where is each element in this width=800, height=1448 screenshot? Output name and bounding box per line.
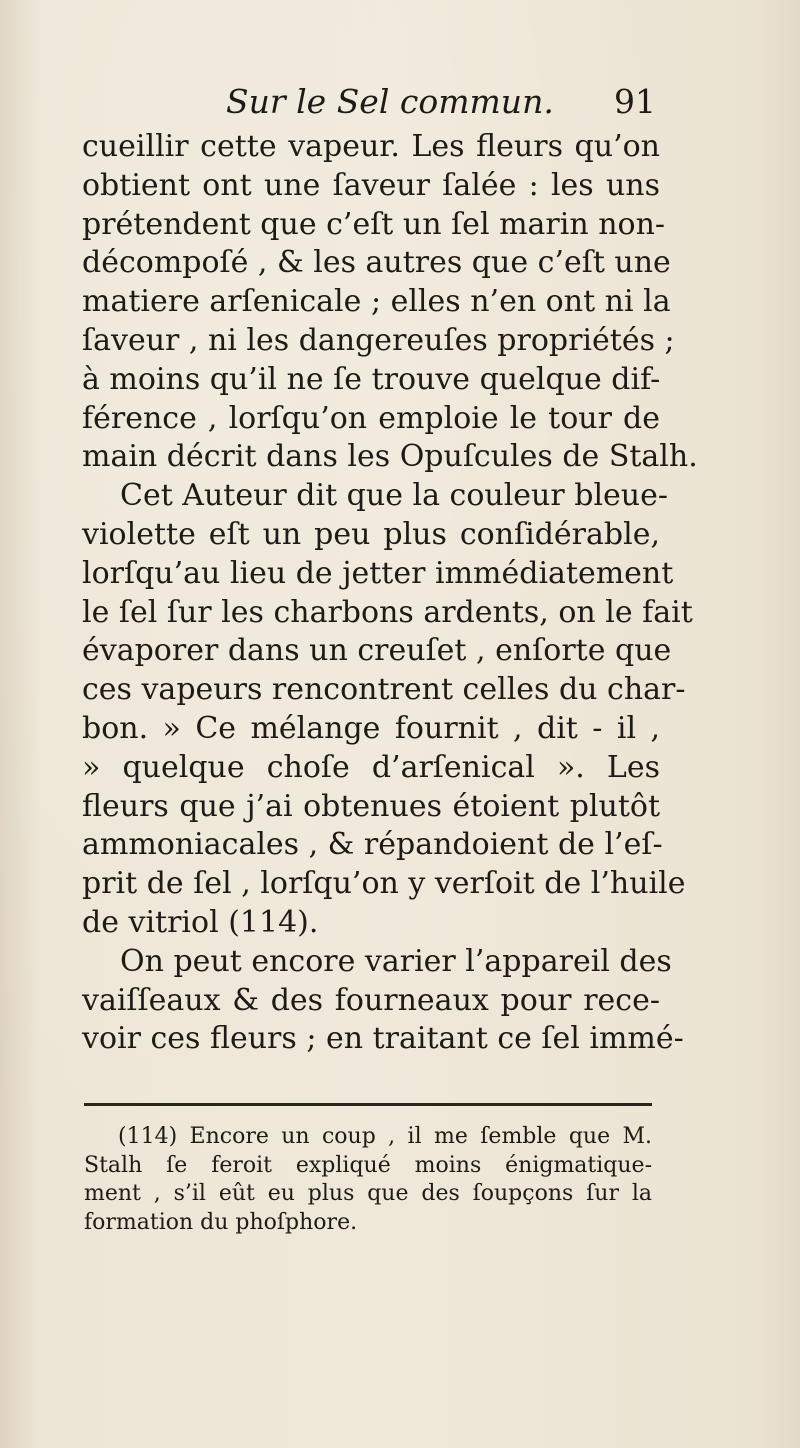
footnote-line: ment , s’il eût eu plus que des ſoupçons ſur la — [84, 1181, 652, 1206]
main-text — [82, 128, 698, 1059]
footnote-rule — [84, 1103, 652, 1106]
text-line: prétendent que c’eſt un ſel marin non- — [82, 206, 666, 242]
running-title: Sur le Sel commun. — [226, 82, 554, 121]
paragraph-end-line: de vitriol (114). — [82, 904, 319, 940]
text-line: fleurs que j’ai obtenues étoient plutôt — [82, 788, 660, 824]
paragraph-start-line: On peut encore varier l’appareil des — [120, 943, 672, 979]
footnote-line: Stalh ſe feroit expliqué moins énigmatique- — [84, 1152, 652, 1178]
text-line: obtient ont une ſaveur ſalée : les uns — [82, 167, 660, 203]
text-line: férence , lorſqu’on emploie le tour de — [82, 400, 660, 436]
text-line: ammoniacales , & répandoient de l’eſ- — [82, 827, 663, 863]
text-line: le ſel ſur les charbons ardents, on le fait — [82, 594, 693, 630]
text-line: ces vapeurs rencontrent celles du char- — [82, 672, 686, 708]
footnote-line: (114) Encore un coup , il me ſemble que M. — [118, 1124, 652, 1149]
text-line: ſaveur , ni les dangereuſes propriétés ; — [82, 322, 675, 358]
paragraph-start-line: Cet Auteur dit que la couleur bleue- — [120, 478, 669, 514]
text-line: à moins qu’il ne ſe trouve quelque dif- — [82, 361, 661, 397]
text-line: décompoſé , & les autres que c’eſt une — [82, 245, 671, 281]
footnote-line: formation du phoſphore. — [84, 1209, 358, 1235]
text-line: prit de ſel , lorſqu’on y verſoit de l’huile — [82, 866, 686, 902]
running-head — [226, 80, 656, 124]
text-line: voir ces fleurs ; en traitant ce ſel immé- — [82, 1021, 684, 1057]
text-line: évaporer dans un creuſet , enſorte que — [82, 633, 672, 669]
text-line: lorſqu’au lieu de jetter immédiatement — [82, 555, 674, 591]
text-line: violette eſt un peu plus conſidérable, — [82, 516, 660, 552]
footnote — [84, 1123, 652, 1237]
text-line: vaiſſeaux & des fourneaux pour rece- — [82, 982, 660, 1018]
text-line: » quelque choſe d’arſenical ». Les — [82, 749, 660, 785]
text-line: matiere arſenicale ; elles n’en ont ni la — [82, 284, 671, 320]
text-line: main décrit dans les Opuſcules de Stalh. — [82, 439, 698, 475]
text-line: bon. » Ce mélange fournit , dit - il , — [82, 710, 660, 746]
page-number: 91 — [614, 82, 656, 121]
text-line: cueillir cette vapeur. Les fleurs qu’on — [82, 129, 660, 164]
